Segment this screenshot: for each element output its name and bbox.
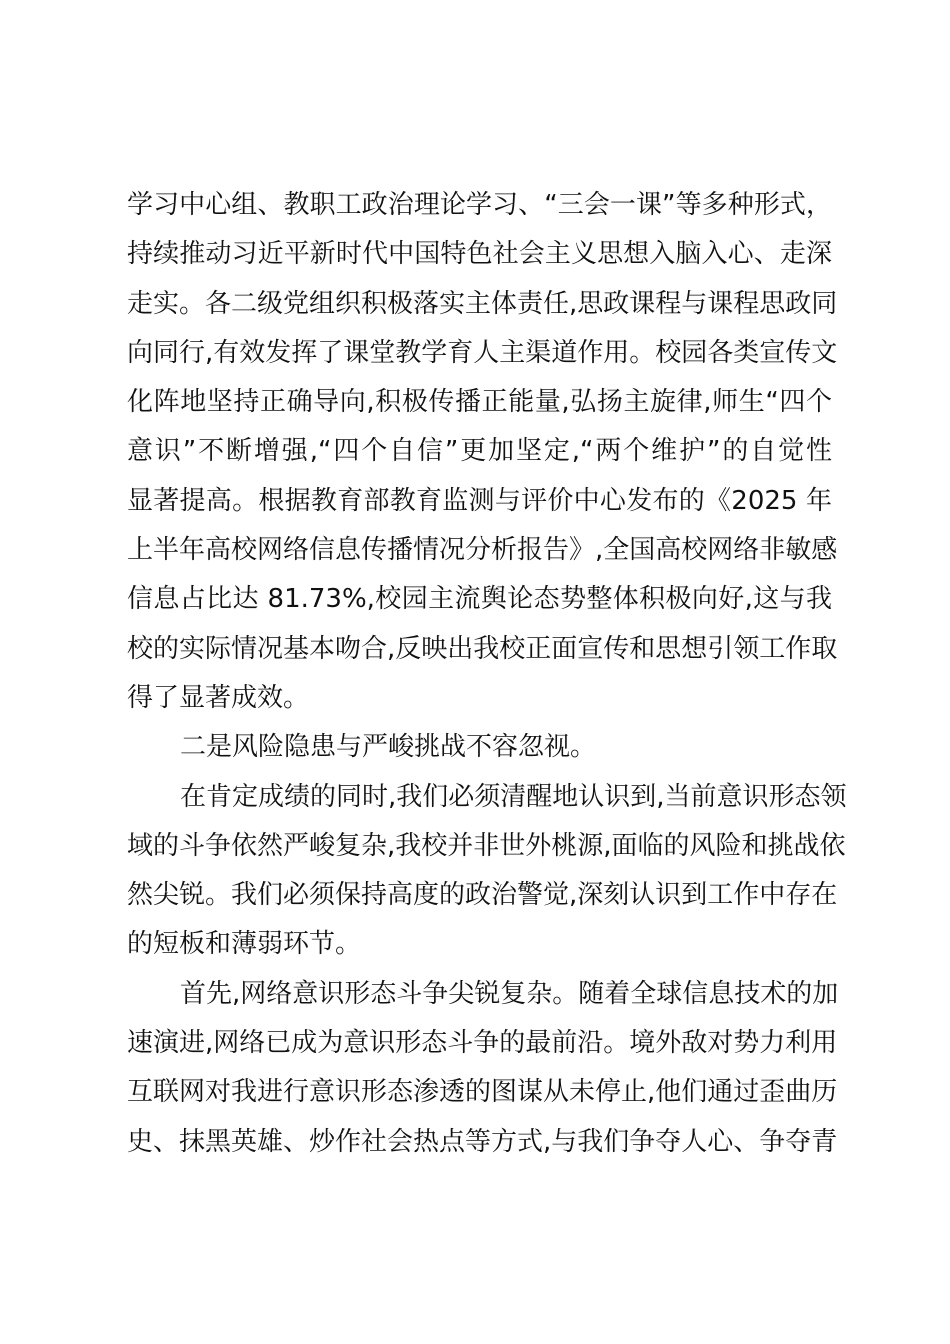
text-line: 显著提高。根据教育部教育监测与评价中心发布的《2025 年 <box>127 485 832 516</box>
section-heading-risks <box>127 723 832 772</box>
document-body <box>127 181 847 1167</box>
text-line: 然尖锐。我们必须保持高度的政治警觉,深刻认识到工作中存在 <box>127 880 838 911</box>
paragraph-risks-intro <box>127 773 847 970</box>
text-line: 互联网对我进行意识形态渗透的图谋从未停止,他们通过歪曲历 <box>127 1077 838 1108</box>
text-line: 意识”不断增强,“四个自信”更加坚定,“两个维护”的自觉性 <box>127 436 832 467</box>
text-line: 在肯定成绩的同时,我们必须清醒地认识到,当前意识形态领 <box>180 781 847 812</box>
text-line: 首先,网络意识形态斗争尖锐复杂。随着全球信息技术的加 <box>180 978 839 1009</box>
text-line: 上半年高校网络信息传播情况分析报告》,全国高校网络非敏感 <box>127 535 838 566</box>
heading-text: 二是风险隐患与严峻挑战不容忽视。 <box>180 732 597 763</box>
text-line: 的短板和薄弱环节。 <box>127 929 362 960</box>
text-line: 域的斗争依然严峻复杂,我校并非世外桃源,面临的风险和挑战依 <box>127 830 846 861</box>
text-line: 化阵地坚持正确导向,积极传播正能量,弘扬主旋律,师生“四个 <box>127 387 832 418</box>
text-line: 持续推动习近平新时代中国特色社会主义思想入脑入心、走深 <box>127 239 832 270</box>
text-line: 校的实际情况基本吻合,反映出我校正面宣传和思想引领工作取 <box>127 633 838 664</box>
text-line: 速演进,网络已成为意识形态斗争的最前沿。境外敌对势力利用 <box>127 1028 838 1059</box>
text-line: 信息占比达 81.73%,校园主流舆论态势整体积极向好,这与我 <box>127 584 832 615</box>
paragraph-network-ideology <box>127 970 839 1167</box>
text-line: 学习中心组、教职工政治理论学习、“三会一课”等多种形式， <box>127 190 832 220</box>
text-line: 得了显著成效。 <box>127 682 310 713</box>
text-line: 向同行,有效发挥了课堂教学育人主渠道作用。校园各类宣传文 <box>127 337 838 368</box>
text-line: 走实。各二级党组织积极落实主体责任,思政课程与课程思政同 <box>127 288 838 319</box>
text-line: 史、抹黑英雄、炒作社会热点等方式,与我们争夺人心、争夺青 <box>127 1126 838 1157</box>
paragraph-achievements <box>127 181 838 723</box>
